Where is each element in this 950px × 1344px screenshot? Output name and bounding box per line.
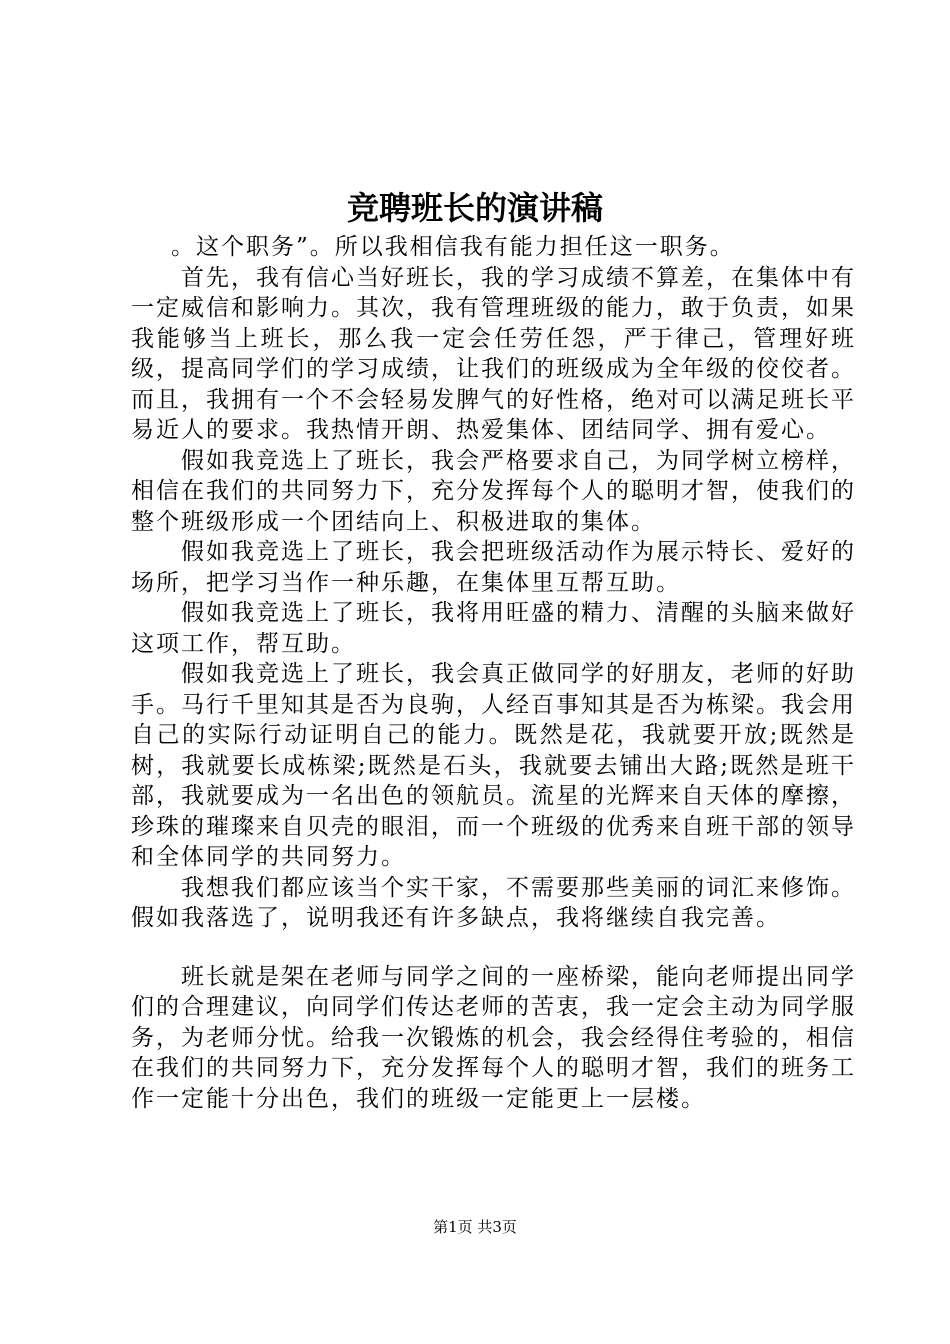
document-title: 竞聘班长的演讲稿 — [346, 189, 603, 227]
paragraph-3: 假如我竞选上了班长，我会严格要求自己，为同学树立榜样，相信在我们的共同努力下，充分发挥每个人的聪明才智，使我们的整个班级形成一个团结向上、积极进取的集体。 — [131, 447, 856, 535]
page-footer: 第1页 共3页 — [433, 1218, 517, 1236]
paragraph-7: 我想我们都应该当个实干家，不需要那些美丽的词汇来修饰。假如我落选了，说明我还有许多缺点，我将继续自我完善。 — [131, 874, 856, 931]
paragraph-8: 班长就是架在老师与同学之间的一座桥梁，能向老师提出同学们的合理建议，向同学们传达老师的苦衷，我一定会主动为同学服务，为老师分忧。给我一次锻炼的机会，我会经得住考验的，相信在我们的共同努力下，充分发挥每个人的聪明才智，我们的班务工作一定能十分出色，我们的班级一定能更上一层楼。 — [131, 963, 856, 1112]
paragraph-5: 假如我竞选上了班长，我将用旺盛的精力、清醒的头脑来做好这项工作，帮互助。 — [131, 600, 856, 657]
paragraph-4: 假如我竞选上了班长，我会把班级活动作为展示特长、爱好的场所，把学习当作一种乐趣，在集体里互帮互助。 — [131, 539, 856, 596]
paragraph-6: 假如我竞选上了班长，我会真正做同学的好朋友，老师的好助手。马行千里知其是否为良驹，人经百事知其是否为栋梁。我会用自己的实际行动证明自己的能力。既然是花，我就要开放;既然是树，我就要长成栋梁;既然是石头，我就要去铺出大路;既然是班干部，我就要成为一名出色的领航员。流星的光辉来自天体的摩擦，珍珠的璀璨来自贝壳的眼泪，而一个班级的优秀来自班干部的领导和全体同学的共同努力。 — [131, 661, 856, 870]
document-body — [131, 232, 856, 1114]
paragraph-2: 首先，我有信心当好班长，我的学习成绩不算差，在集体中有一定威信和影响力。其次，我有管理班级的能力，敢于负责，如果我能够当上班长，那么我一定会任劳任怨，严于律己，管理好班级，提高同学们的学习成绩，让我们的班级成为全年级的佼佼者。而且，我拥有一个不会轻易发脾气的好性格，绝对可以满足班长平易近人的要求。我热情开朗、热爱集体、团结同学、拥有爱心。 — [131, 264, 856, 443]
paragraph-1: 。这个职务”。所以我相信我有能力担任这一职务。 — [171, 234, 735, 260]
